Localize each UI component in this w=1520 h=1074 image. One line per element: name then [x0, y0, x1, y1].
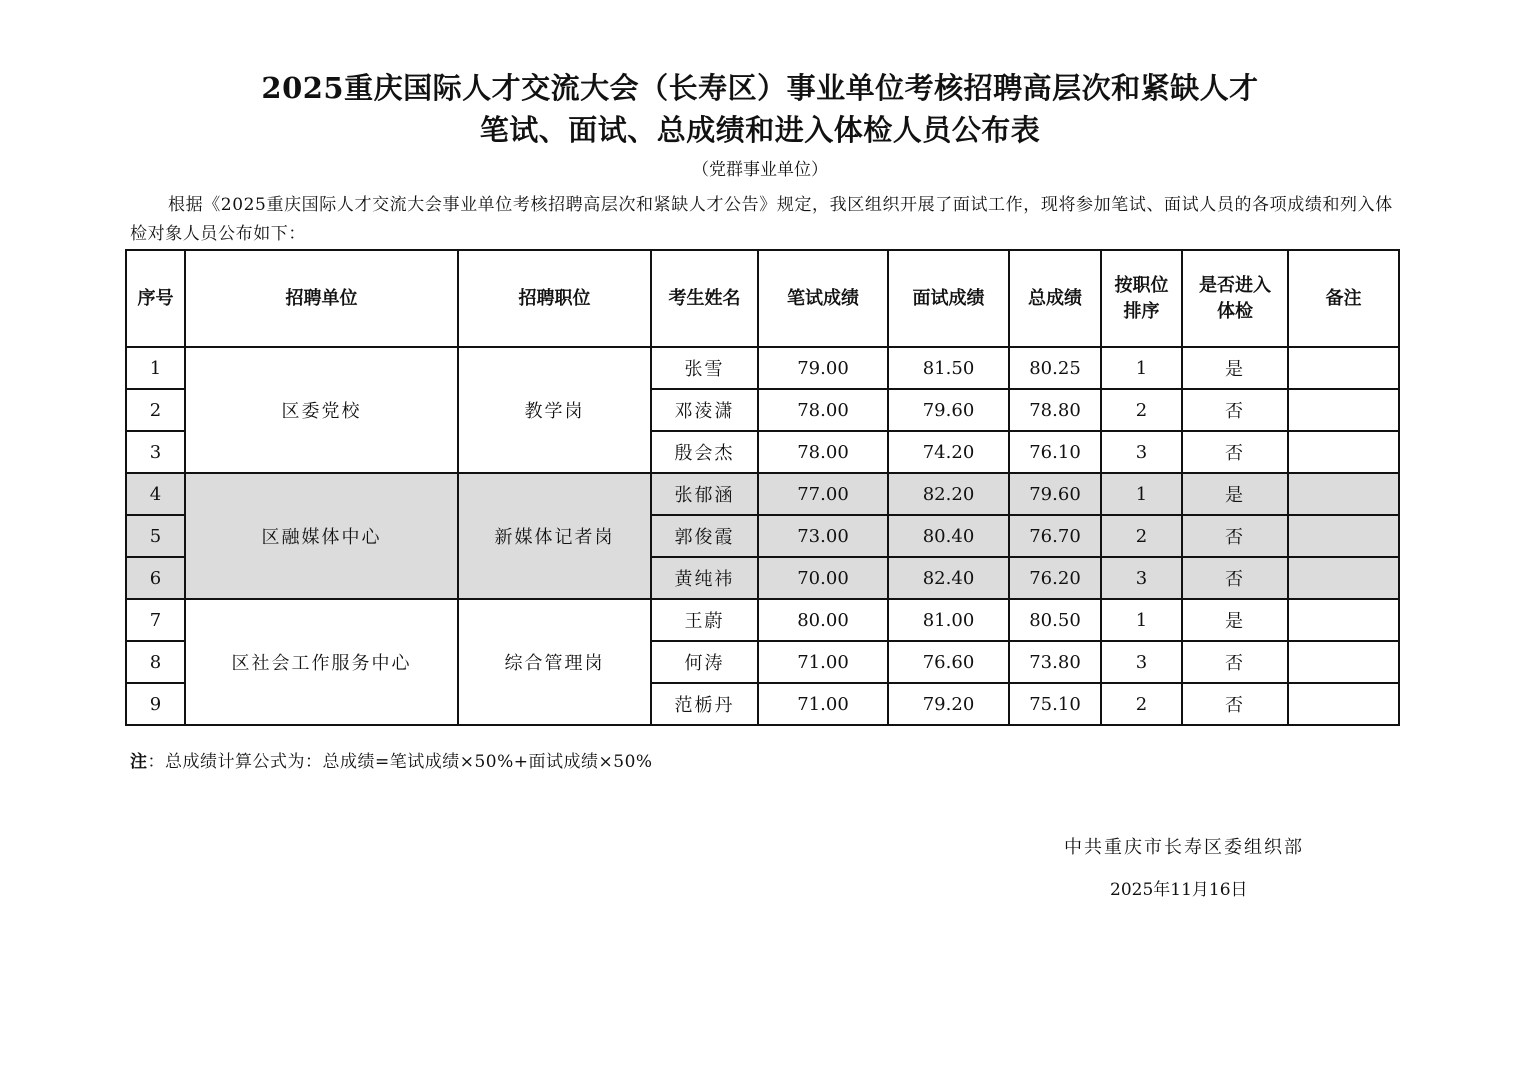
cell-total: 76.20	[1009, 557, 1101, 599]
header-name: 考生姓名	[651, 250, 758, 347]
cell-interview: 74.20	[888, 431, 1009, 473]
cell-written: 73.00	[758, 515, 888, 557]
cell-seq: 8	[126, 641, 185, 683]
cell-remark	[1288, 431, 1399, 473]
cell-interview: 79.20	[888, 683, 1009, 725]
cell-written: 78.00	[758, 431, 888, 473]
cell-post: 教学岗	[458, 347, 651, 473]
cell-written: 79.00	[758, 347, 888, 389]
cell-name: 殷会杰	[651, 431, 758, 473]
cell-exam: 否	[1182, 557, 1288, 599]
cell-seq: 1	[126, 347, 185, 389]
header-exam-line-1: 是否进入	[1199, 274, 1271, 296]
cell-name: 张雪	[651, 347, 758, 389]
header-exam	[1182, 250, 1288, 347]
header-total: 总成绩	[1009, 250, 1101, 347]
cell-total: 76.10	[1009, 431, 1101, 473]
cell-seq: 3	[126, 431, 185, 473]
page-title-line-2: 笔试、面试、总成绩和进入体检人员公布表	[479, 113, 1041, 147]
cell-name: 范栃丹	[651, 683, 758, 725]
cell-total: 80.25	[1009, 347, 1101, 389]
cell-rank: 1	[1101, 599, 1182, 641]
cell-unit: 区委党校	[185, 347, 458, 473]
cell-written: 77.00	[758, 473, 888, 515]
cell-unit: 区社会工作服务中心	[185, 599, 458, 725]
cell-exam: 否	[1182, 389, 1288, 431]
cell-seq: 6	[126, 557, 185, 599]
table-row	[126, 473, 1399, 515]
cell-interview: 80.40	[888, 515, 1009, 557]
header-exam-line-2: 体检	[1217, 300, 1253, 322]
cell-written: 71.00	[758, 683, 888, 725]
results-table	[125, 249, 1400, 726]
cell-written: 70.00	[758, 557, 888, 599]
cell-interview: 82.40	[888, 557, 1009, 599]
cell-name: 邓淩潇	[651, 389, 758, 431]
cell-rank: 3	[1101, 641, 1182, 683]
header-written: 笔试成绩	[758, 250, 888, 347]
header-seq: 序号	[126, 250, 185, 347]
cell-post: 综合管理岗	[458, 599, 651, 725]
cell-written: 71.00	[758, 641, 888, 683]
footnote-label: 注	[130, 752, 148, 772]
cell-seq: 9	[126, 683, 185, 725]
cell-name: 王蔚	[651, 599, 758, 641]
cell-name: 何涛	[651, 641, 758, 683]
cell-exam: 是	[1182, 599, 1288, 641]
cell-interview: 81.00	[888, 599, 1009, 641]
footnote	[130, 750, 653, 774]
cell-remark	[1288, 599, 1399, 641]
cell-total: 73.80	[1009, 641, 1101, 683]
cell-total: 80.50	[1009, 599, 1101, 641]
issuer-signature: 中共重庆市长寿区委组织部	[1064, 837, 1304, 858]
cell-rank: 3	[1101, 557, 1182, 599]
cell-seq: 7	[126, 599, 185, 641]
cell-post: 新媒体记者岗	[458, 473, 651, 599]
header-rank	[1101, 250, 1182, 347]
cell-interview: 79.60	[888, 389, 1009, 431]
cell-remark	[1288, 683, 1399, 725]
cell-exam: 否	[1182, 683, 1288, 725]
header-interview: 面试成绩	[888, 250, 1009, 347]
cell-rank: 2	[1101, 389, 1182, 431]
cell-exam: 是	[1182, 347, 1288, 389]
table-row	[126, 347, 1399, 389]
cell-seq: 4	[126, 473, 185, 515]
cell-rank: 2	[1101, 515, 1182, 557]
cell-exam: 否	[1182, 431, 1288, 473]
issue-date: 2025年11月16日	[1110, 880, 1248, 900]
cell-seq: 2	[126, 389, 185, 431]
cell-exam: 否	[1182, 641, 1288, 683]
header-rank-line-2: 排序	[1123, 300, 1160, 322]
cell-written: 80.00	[758, 599, 888, 641]
cell-interview: 81.50	[888, 347, 1009, 389]
footnote-text: ：总成绩计算公式为：总成绩=笔试成绩×50%+面试成绩×50%	[147, 752, 653, 772]
cell-remark	[1288, 347, 1399, 389]
header-remark: 备注	[1288, 250, 1399, 347]
cell-total: 78.80	[1009, 389, 1101, 431]
cell-rank: 2	[1101, 683, 1182, 725]
cell-remark	[1288, 557, 1399, 599]
cell-exam: 否	[1182, 515, 1288, 557]
cell-name: 黄纯祎	[651, 557, 758, 599]
cell-remark	[1288, 641, 1399, 683]
cell-remark	[1288, 515, 1399, 557]
header-unit: 招聘单位	[185, 250, 458, 347]
cell-remark	[1288, 389, 1399, 431]
cell-written: 78.00	[758, 389, 888, 431]
cell-rank: 1	[1101, 473, 1182, 515]
cell-total: 79.60	[1009, 473, 1101, 515]
cell-unit: 区融媒体中心	[185, 473, 458, 599]
page-subtitle: （党群事业单位）	[692, 160, 828, 180]
cell-interview: 76.60	[888, 641, 1009, 683]
cell-seq: 5	[126, 515, 185, 557]
cell-interview: 82.20	[888, 473, 1009, 515]
cell-name: 郭俊霞	[651, 515, 758, 557]
cell-remark	[1288, 473, 1399, 515]
cell-exam: 是	[1182, 473, 1288, 515]
cell-total: 75.10	[1009, 683, 1101, 725]
table-row	[126, 599, 1399, 641]
cell-rank: 3	[1101, 431, 1182, 473]
header-post: 招聘职位	[458, 250, 651, 347]
cell-rank: 1	[1101, 347, 1182, 389]
intro-paragraph: 根据《2025重庆国际人才交流大会事业单位考核招聘高层次和紧缺人才公告》规定，我区组织开展了面试工作，现将参加笔试、面试人员的各项成绩和列入体检对象人员公布如下：	[130, 195, 1393, 244]
table-header-row	[126, 250, 1399, 347]
page-title-line-1: 2025重庆国际人才交流大会（长寿区）事业单位考核招聘高层次和紧缺人才	[261, 71, 1259, 105]
cell-total: 76.70	[1009, 515, 1101, 557]
cell-name: 张郁涵	[651, 473, 758, 515]
header-rank-line-1: 按职位	[1114, 274, 1169, 296]
